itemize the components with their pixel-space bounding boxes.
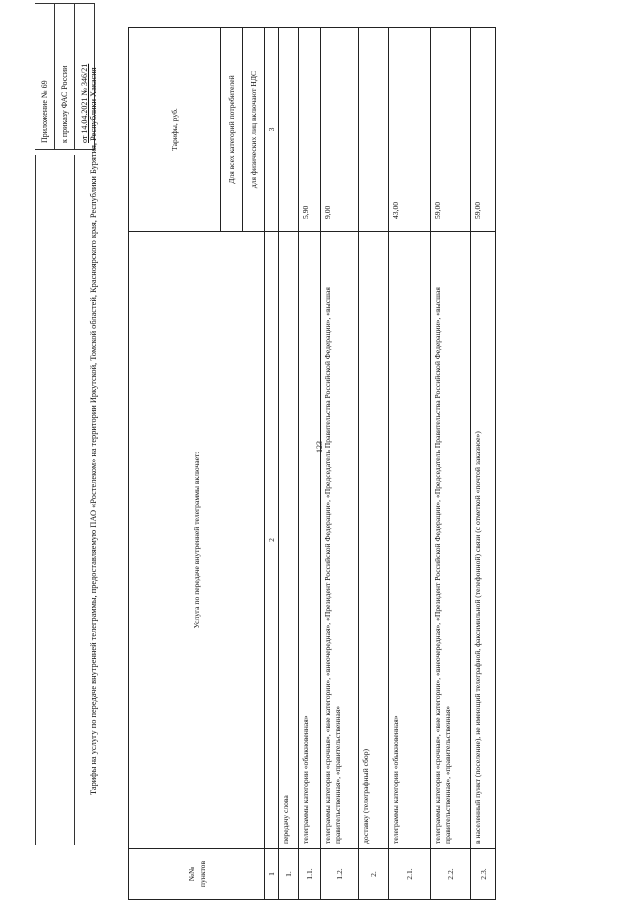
header-item-number: №№ пунктов bbox=[129, 849, 265, 900]
divider-line-bottom bbox=[74, 155, 75, 845]
numbering-cell: 3 bbox=[265, 28, 279, 232]
row-number: 1.1. bbox=[299, 849, 321, 900]
table-row bbox=[389, 28, 431, 900]
table-row bbox=[431, 28, 471, 900]
row-number: 2. bbox=[359, 849, 389, 900]
appendix-number: Приложение № 69 bbox=[35, 4, 55, 149]
row-value: 59,00 bbox=[431, 28, 471, 232]
row-service: передачу слова bbox=[279, 232, 299, 849]
row-service: телеграммы категории «срочная», «вне категории», «внеочередная», «Президент Российской Федерации», «Председатель Правительства Российской Федерации», «высшая правительственная», «правительственная» bbox=[321, 232, 359, 849]
table-row bbox=[471, 28, 496, 900]
table-row bbox=[321, 28, 359, 900]
row-service: в населенный пункт (поселение), не имеющий телеграфной, факсимильной (телефонной) связи (с отметкой «почтой заказное») bbox=[471, 232, 496, 849]
divider-line-top bbox=[35, 155, 36, 845]
numbering-cell: 1 bbox=[265, 849, 279, 900]
numbering-cell: 2 bbox=[265, 232, 279, 849]
row-service: телеграммы категории «срочная», «вне категории», «внеочередная», «Президент Российской Федерации», «Председатель Правительства Российской Федерации», «высшая правительственная», «правительственная» bbox=[431, 232, 471, 849]
row-service: доставку (телеграфный сбор) bbox=[359, 232, 389, 849]
appendix-block bbox=[35, 3, 95, 150]
row-service: телеграммы категории «обыкновенная» bbox=[299, 232, 321, 849]
header-tariffs: Тарифы, руб. bbox=[129, 28, 221, 232]
row-value: 59,00 bbox=[471, 28, 496, 232]
header-all-consumers: Для всех категорий потребителей bbox=[221, 28, 243, 232]
row-service: телеграммы категории «обыкновенная» bbox=[389, 232, 431, 849]
appendix-order: к приказу ФАС России bbox=[55, 4, 75, 149]
table-row bbox=[299, 28, 321, 900]
tariffs-table bbox=[128, 27, 496, 900]
row-number: 2.1. bbox=[389, 849, 431, 900]
document-title: Тарифы на услугу по передаче внутренней телеграммы, предоставляемую ПАО «Ростелеком» на территории Иркутской, Томской областей, Красноярского края, Республики Бурятия, Республики Хакасия bbox=[89, 67, 98, 795]
row-number: 1. bbox=[279, 849, 299, 900]
row-number: 1.2. bbox=[321, 849, 359, 900]
row-value: 9,00 bbox=[321, 28, 359, 232]
table-row bbox=[279, 28, 299, 900]
row-value bbox=[279, 28, 299, 232]
row-value: 43,00 bbox=[389, 28, 431, 232]
header-service: Услуга по передаче внутренней телеграммы включает: bbox=[129, 232, 265, 849]
row-number: 2.3. bbox=[471, 849, 496, 900]
table-row bbox=[359, 28, 389, 900]
header-vat-note: для физических лиц включают НДС bbox=[243, 28, 265, 232]
appendix-date: от 14.04.2021 № 346/21 bbox=[75, 4, 95, 149]
row-value bbox=[359, 28, 389, 232]
page-number: 123 bbox=[315, 441, 324, 453]
row-number: 2.2. bbox=[431, 849, 471, 900]
row-value: 5,90 bbox=[299, 28, 321, 232]
